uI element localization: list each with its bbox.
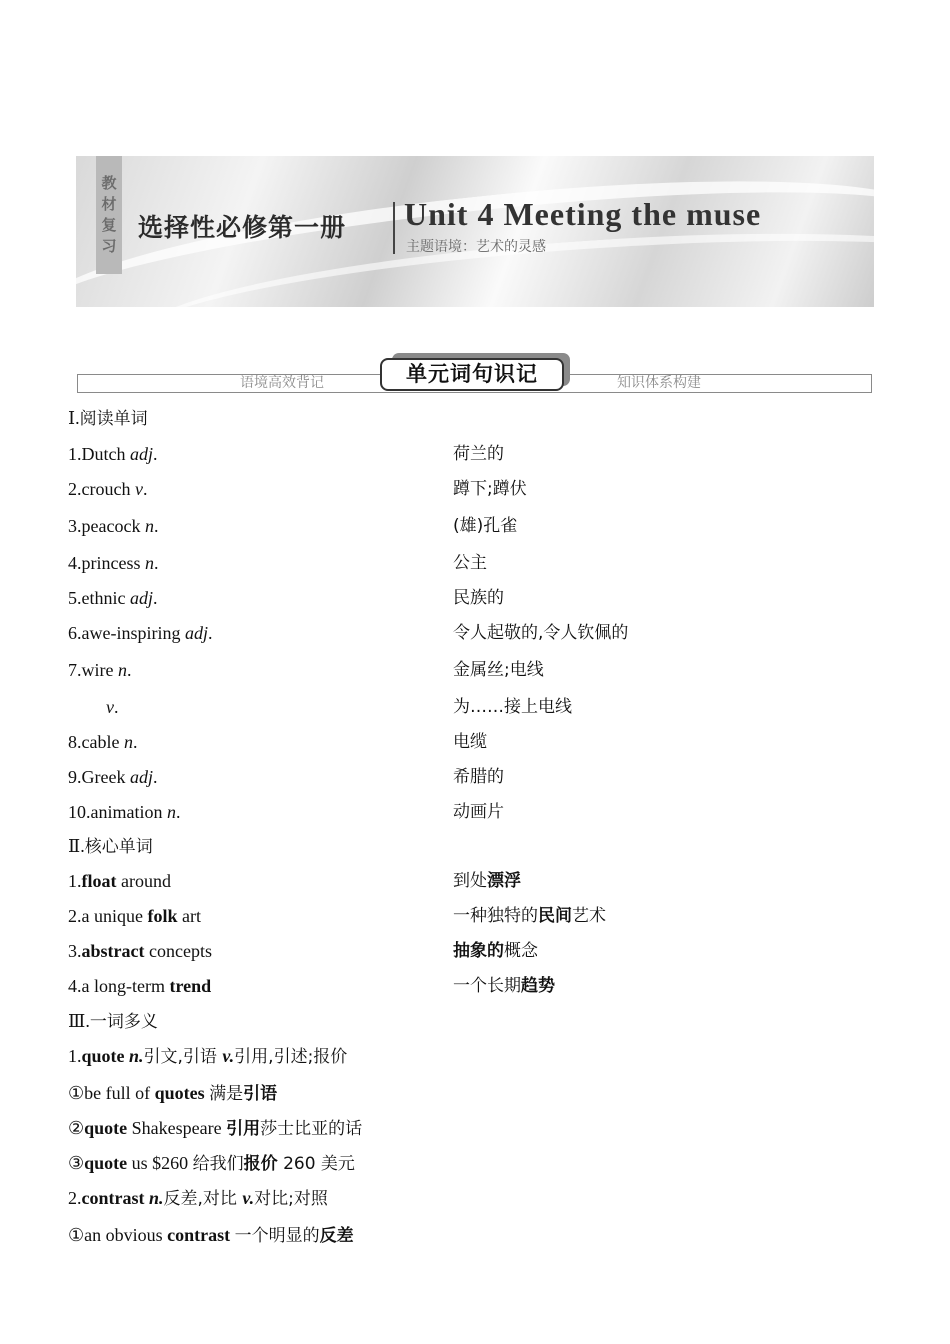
vocab-meaning: 金属丝;电线 [453,660,544,680]
vocab-word: 9.Greek adj. [68,767,158,787]
vocab-meaning: 令人起敬的,令人钦佩的 [453,623,629,643]
vocab-meaning: 荷兰的 [453,444,504,464]
phrase-meaning: 到处漂浮 [453,871,521,891]
side-tag-char: 材 [101,195,117,213]
unit-title: Unit 4 Meeting the muse [404,196,762,232]
vocab-meaning: 民族的 [453,588,504,608]
section-right-label: 知识体系构建 [617,376,701,391]
phrase-meaning: 抽象的概念 [453,941,538,961]
phrase: 4.a long-term trend [68,976,212,996]
phrase: 1.float around [68,871,171,891]
phrase-meaning: 一种独特的民间艺术 [453,906,606,926]
vocab-word: 4.princess n. [68,553,159,573]
title-divider [393,202,395,254]
example-line: ①be full of quotes 满是引语 [68,1083,278,1104]
unit-banner [76,156,874,307]
section-title: 单元词句识记 [380,358,564,391]
vocab-word: 3.peacock n. [68,516,159,536]
phrase: 3.abstract concepts [68,941,212,961]
vocab-meaning: 电缆 [453,732,487,752]
example-line: ②quote Shakespeare 引用莎士比亚的话 [68,1118,363,1139]
part3-heading: Ⅲ.一词多义 [68,1011,158,1032]
vocab-word: v. [106,697,119,717]
unit-subtitle: 主题语境：艺术的灵感 [406,239,546,255]
side-tag [96,156,122,274]
vocab-word: 5.ethnic adj. [68,588,158,608]
vocab-word: 8.cable n. [68,732,138,752]
example-line: ①an obvious contrast 一个明显的反差 [68,1225,354,1246]
part2-heading: Ⅱ.核心单词 [68,836,153,857]
part1-heading: Ⅰ.阅读单词 [68,408,148,429]
vocab-meaning: 希腊的 [453,767,504,787]
polysemy-entry: 2.contrast n.反差,对比 v.对比;对照 [68,1188,328,1209]
section-left-label: 语境高效背记 [240,376,324,391]
polysemy-entry: 1.quote n.引文,引语 v.引用,引述;报价 [68,1046,348,1067]
vocab-meaning: (雄)孔雀 [453,516,518,536]
vocab-word: 6.awe-inspiring adj. [68,623,213,643]
side-tag-char: 复 [101,216,117,234]
vocab-meaning: 蹲下;蹲伏 [453,479,527,499]
vocab-meaning: 公主 [453,553,487,573]
side-tag-char: 习 [101,237,117,255]
vocab-word: 1.Dutch adj. [68,444,158,464]
vocab-word: 2.crouch v. [68,479,148,499]
side-tag-char: 教 [101,174,117,192]
phrase-meaning: 一个长期趋势 [453,976,555,996]
phrase: 2.a unique folk art [68,906,201,926]
example-line: ③quote us $260 给我们报价 260 美元 [68,1153,355,1174]
vocab-meaning: 为……接上电线 [453,697,572,717]
book-title: 选择性必修第一册 [138,213,347,242]
vocab-word: 7.wire n. [68,660,132,680]
vocab-meaning: 动画片 [453,802,504,822]
vocab-word: 10.animation n. [68,802,181,822]
